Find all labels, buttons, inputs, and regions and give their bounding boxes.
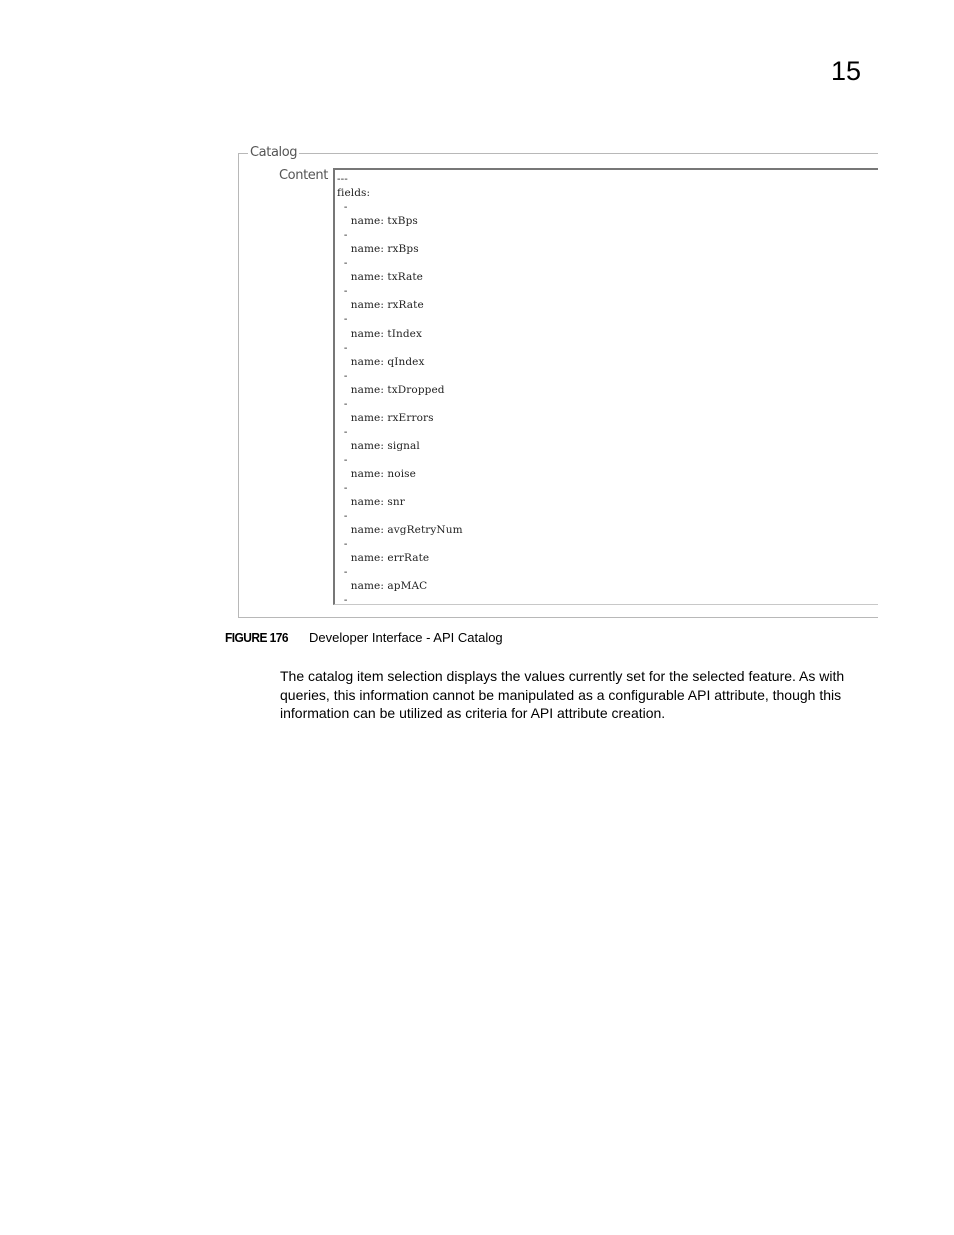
content-line: - bbox=[337, 341, 348, 354]
catalog-legend: Catalog bbox=[250, 145, 298, 160]
content-line: - bbox=[337, 397, 348, 410]
content-line: - bbox=[337, 482, 348, 495]
content-line: - bbox=[337, 538, 348, 551]
content-line: - bbox=[337, 453, 348, 466]
content-textarea[interactable] bbox=[333, 168, 878, 605]
content-line: fields: bbox=[337, 187, 371, 200]
content-line: name: rxErrors bbox=[337, 411, 434, 424]
content-line: - bbox=[337, 425, 348, 438]
content-line: name: noise bbox=[337, 467, 416, 480]
figure-caption bbox=[225, 630, 503, 645]
content-line: - bbox=[337, 369, 348, 382]
content-line: name: errRate bbox=[337, 552, 430, 565]
content-line: name: snr bbox=[337, 496, 405, 509]
content-line: - bbox=[337, 510, 348, 523]
content-line: name: avgRetryNum bbox=[337, 524, 463, 537]
content-line: name: rxRate bbox=[337, 299, 424, 312]
content-line: - bbox=[337, 594, 348, 605]
content-line: - bbox=[337, 257, 348, 270]
content-line: - bbox=[337, 285, 348, 298]
page-number: 15 bbox=[831, 56, 862, 86]
body-paragraph: The catalog item selection displays the values currently set for the selected feature. As with queries, this information cannot be manipulated as a configurable API attribute, though this information can be utilized as criteria for API attribute creation. bbox=[280, 668, 845, 721]
content-line: - bbox=[337, 313, 348, 326]
content-line: name: qIndex bbox=[337, 355, 425, 368]
content-label: Content bbox=[279, 168, 328, 183]
content-line: name: rxBps bbox=[337, 243, 419, 256]
content-line: - bbox=[337, 201, 348, 214]
content-line: name: signal bbox=[337, 439, 420, 452]
content-line: --- bbox=[337, 173, 348, 185]
content-line: name: txDropped bbox=[337, 383, 445, 396]
content-line: - bbox=[337, 566, 348, 579]
content-line: name: txRate bbox=[337, 271, 423, 284]
content-line: name: apMAC bbox=[337, 580, 428, 593]
content-line: name: tIndex bbox=[337, 327, 423, 340]
content-line: - bbox=[337, 229, 348, 242]
figure-label: FIGURE 176 bbox=[225, 630, 288, 645]
content-line: name: txBps bbox=[337, 215, 418, 228]
figure-title: Developer Interface - API Catalog bbox=[309, 630, 503, 645]
